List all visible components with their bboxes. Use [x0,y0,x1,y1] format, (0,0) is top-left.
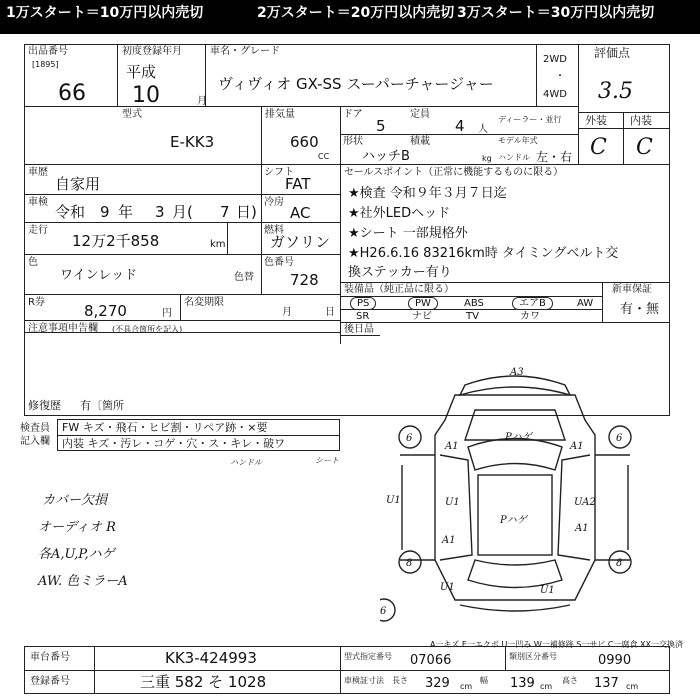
mark-hood: Pハゲ [505,432,532,443]
selling-points-label: セールスポイント（正常に機能するものに限る） [344,167,564,178]
mark-fender-fr: A1 [570,441,584,452]
model-code-label: 型式 [122,109,142,120]
width-unit: cm [540,682,553,691]
mark-spare: 6 [380,606,387,617]
color-code-label: 色番号 [264,257,294,268]
height-unit: cm [626,682,639,691]
displacement-label: 排気量 [265,109,295,120]
mark-wheel-fr: 6 [616,433,623,444]
drive-2wd: 2WD [543,54,567,65]
mark-wheel-rr: 8 [616,558,623,569]
selling-point: ★H26.6.16 83216km時 タイミングベルト交 [348,246,619,261]
registration-month-unit: 月 [197,96,207,107]
equip-aw: AW [577,298,594,309]
notes-sub: (不具合箇所を記入) [112,325,183,334]
aircon-label: 冷房 [264,197,284,208]
notes-label: 注意事項申告欄 [28,323,98,334]
mark-door-fr: UA2 [574,497,596,508]
weight-label: 積載 [410,136,430,147]
lot-label: 出品番号 [28,46,68,57]
mark-rear-l: U1 [440,582,455,593]
displacement-unit: CC [318,152,330,161]
aircon: AC [290,204,311,222]
color: ワインレッド [60,268,138,283]
equip-tv: TV [466,311,479,322]
handwritten-note: 各A,U,P,ハゲ [38,547,115,562]
equip-abs: ABS [464,298,484,309]
dims-label: 車検証寸法 [344,676,384,685]
sheet-frame [24,44,670,416]
recycle-unit: 円 [162,308,172,319]
chassis-number: KK3-424993 [165,649,257,667]
mark-roof: Pハゲ [500,515,527,526]
mark-door-fl: U1 [445,497,460,508]
doors-label: ドア [343,109,363,120]
rating-value: 3.5 [598,79,633,104]
inspection-day: 7 [220,203,230,221]
equip-navi: ナビ [412,311,432,322]
equip-leather: カワ [520,311,540,322]
mark-door-rr: A1 [575,523,589,534]
length: 329 [425,676,450,691]
class-num: 0990 [598,653,632,668]
name-change-label: 名変期限 [184,297,224,308]
class-num-label: 類別区分番号 [509,652,557,661]
dealer-label: ディーラー・並行 [498,115,562,124]
equip-pw: PW [408,297,438,310]
usage-label: 車歴 [28,167,48,178]
length-label: 長さ [392,676,408,685]
inspector-note: ハンドル [230,458,262,467]
mark-bumper: A3 [510,367,524,378]
mileage: 12万2千858 [72,232,160,250]
selling-point: 換ステッカー有り [348,265,452,280]
doors: 5 [376,117,386,135]
mileage-label: 走行 [28,225,48,236]
mark-rear-r: U1 [540,585,555,596]
type-num-label: 型式指定番号 [344,652,392,661]
rating-label: 評価点 [594,46,631,60]
handwritten-note: オーディオ R [38,520,116,535]
plate-number: 三重 582 そ 1028 [140,673,267,691]
drive-dot: ・ [555,71,565,82]
inspector-fw: FW キズ・飛石・ヒビ割・リペア跡・×要 [62,421,268,434]
inspector-label2: 記入欄 [20,436,50,447]
equip-ps: PS [350,297,376,310]
banner-item: 3万スタート＝30万円以内売切 [457,5,655,21]
handwritten-note: カバー欠損 [42,493,108,508]
selling-point: ★検査 令和９年３月７日迄 [348,186,507,201]
shape-label: 形状 [343,136,363,147]
repair-label: 修復歴 [28,399,61,412]
shift: FAT [285,175,311,193]
equipment-label: 装備品（純正品に限る） [344,284,454,295]
type-num: 07066 [410,653,452,668]
warranty-value: 有・無 [620,302,660,317]
mark-quarter-l: A1 [442,535,456,546]
height-label: 高さ [562,676,578,685]
header-banner [0,0,700,34]
lot-number: 66 [58,81,86,106]
rear-label: 後日品 [344,324,374,335]
handwritten-note: AW. 色ミラーA [38,574,128,589]
inspector-interior: 内装 キズ・汚レ・コゲ・穴・ス・キレ・破ワ [62,437,286,450]
interior-grade: C [636,135,653,160]
lot-sub: [1895] [32,60,59,69]
model-name-label: 車名・グレード [210,46,280,57]
chassis-label: 車台番号 [30,652,70,663]
color-change-label: 色替 [234,272,254,283]
damage-legend: A一キズ E一エクボ U一凹み W一補修跡 S一サビ C一腐食 XX一交換済 [430,640,684,649]
length-unit: cm [460,682,473,691]
usage: 自家用 [55,175,101,193]
fuel-label: 燃料 [264,225,284,236]
mark-wheel-rl: 8 [406,558,413,569]
mark-wheel-fl: 6 [406,433,413,444]
mileage-unit: km [210,239,226,250]
repair-history: 有〔箇所 [80,399,124,412]
interior-label: 内装 [630,114,652,127]
width-label: 幅 [480,676,488,685]
name-change-month: 月 [282,307,292,318]
registration-label: 初度登録年月 [122,46,182,57]
registration-era: 平成 [126,63,157,81]
inspection-month: 3 [155,203,165,221]
capacity: 4 [455,117,465,135]
displacement: 660 [290,133,319,151]
selling-point: ★社外LEDヘッド [348,206,451,221]
inspection-year-unit: 年 [118,203,134,221]
capacity-unit: 人 [478,124,488,135]
recycle-label: R券 [28,297,45,308]
inspector-label: 検査員 [20,423,50,434]
handle-label: ハンドル [498,153,530,162]
banner-item: 2万スタート＝20万円以内売切 [257,5,455,21]
color-label: 色 [28,257,38,268]
inspection-month-unit: 月( [172,203,193,221]
fuel: ガソリン [270,233,331,251]
equip-sr: SR [356,311,370,322]
mark-fender-fl: A1 [445,441,459,452]
model-code: E-KK3 [170,133,215,151]
height: 137 [594,676,619,691]
registration-year: 10 [132,83,160,108]
model-name: ヴィヴィオ GX-SS スーパーチャージャー [218,75,494,93]
handle: 左・右 [536,150,573,164]
shape: ハッチB [362,149,410,164]
color-code: 728 [290,271,319,289]
weight-unit: kg [482,154,492,163]
banner-item: 1万スタート＝10万円以内売切 [6,5,204,21]
inspection-label: 車検 [28,197,48,208]
inspector-note: シート [315,456,339,465]
warranty-label: 新車保証 [612,284,652,295]
selling-point: ★シート 一部規格外 [348,226,468,241]
model-year-label: モデル年式 [498,136,538,145]
name-change-day: 日 [325,307,335,318]
inspection-era: 令和 [55,203,86,221]
equip-airbag: エアB [512,297,553,310]
plate-label: 登録番号 [30,676,70,687]
width: 139 [510,676,535,691]
exterior-grade: C [590,135,607,160]
mark-sill-l: U1 [386,495,401,506]
shift-label: シフト [264,167,294,178]
drive-4wd: 4WD [543,89,567,100]
recycle-fee: 8,270 [84,302,127,320]
exterior-label: 外装 [585,114,607,127]
capacity-label: 定員 [410,109,430,120]
inspection-year: 9 [100,203,110,221]
car-damage-diagram [380,365,650,625]
inspection-day-unit: 日) [236,203,257,221]
